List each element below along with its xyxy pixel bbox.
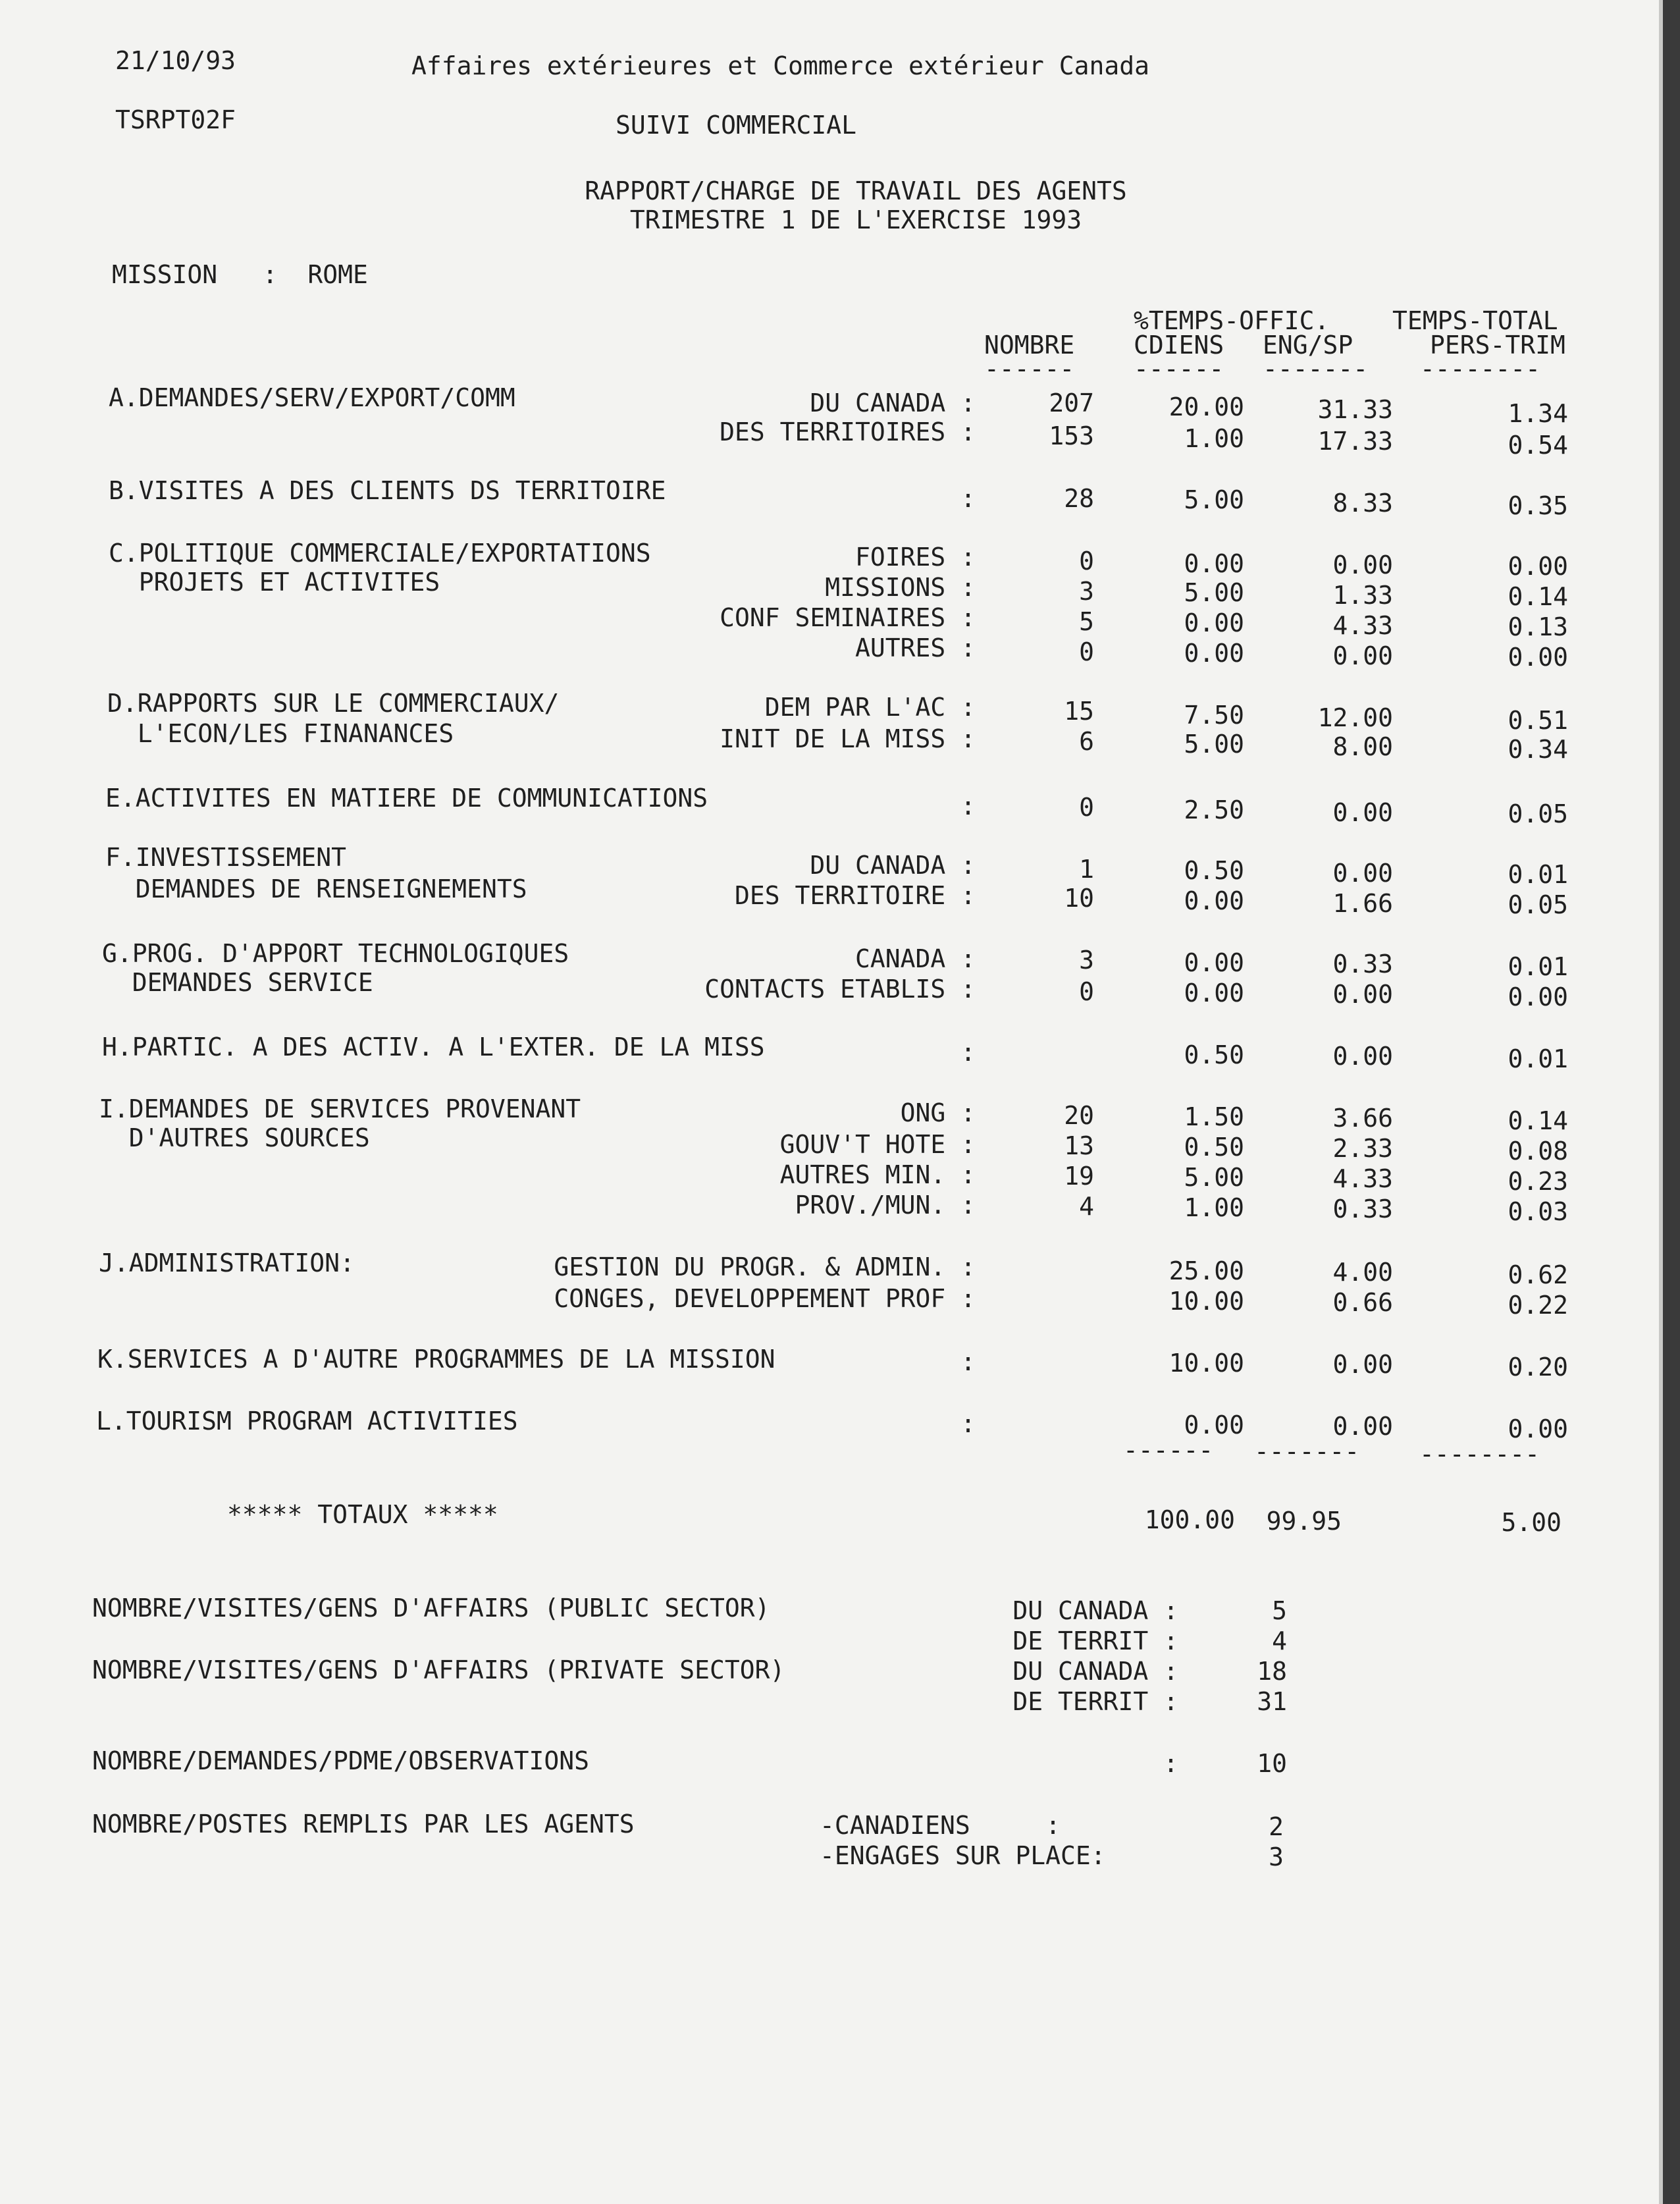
row-nombre: 3 — [1079, 577, 1094, 606]
row-sublabel: CONGES, DEVELOPPEMENT PROF : — [554, 1284, 976, 1313]
row-nombre: 0 — [1079, 547, 1094, 576]
row-cdiens: 1.00 — [1184, 424, 1244, 453]
col-header-nombre: NOMBRE — [984, 331, 1075, 360]
row-engsp: 0.00 — [1332, 859, 1393, 888]
row-pers: 0.08 — [1508, 1137, 1568, 1166]
total-rule-pers: -------- — [1419, 1439, 1540, 1468]
row-cdiens: 5.00 — [1184, 730, 1244, 759]
row-nombre: 0 — [1079, 793, 1094, 822]
row-sublabel: : — [960, 792, 976, 820]
row-nombre: 4 — [1079, 1192, 1094, 1221]
row-sublabel: GESTION DU PROGR. & ADMIN. : — [554, 1252, 976, 1281]
row-cdiens: 7.50 — [1184, 701, 1244, 730]
row-pers: 0.22 — [1508, 1291, 1568, 1320]
row-pers: 0.13 — [1508, 612, 1568, 641]
row-label: H.PARTIC. A DES ACTIV. A L'EXTER. DE LA MISS — [102, 1033, 765, 1062]
row-cdiens: 0.00 — [1184, 886, 1244, 915]
row-cdiens: 0.50 — [1184, 1040, 1244, 1069]
row-nombre: 1 — [1079, 855, 1094, 884]
row-cdiens: 25.00 — [1168, 1256, 1244, 1285]
summary-label: NOMBRE/POSTES REMPLIS PAR LES AGENTS — [92, 1810, 635, 1839]
row-engsp: 0.66 — [1332, 1288, 1393, 1317]
row-cdiens: 0.00 — [1184, 639, 1244, 668]
row-pers: 0.51 — [1508, 706, 1568, 735]
row-pers: 0.01 — [1508, 952, 1568, 981]
row-label: C.POLITIQUE COMMERCIALE/EXPORTATIONS — [109, 539, 651, 568]
row-sublabel: AUTRES MIN. : — [779, 1160, 976, 1189]
totals-label: ***** TOTAUX ***** — [227, 1500, 498, 1529]
summary-value: 10 — [1257, 1749, 1287, 1778]
row-engsp: 0.00 — [1332, 1042, 1393, 1071]
report-title: RAPPORT/CHARGE DE TRAVAIL DES AGENTS — [585, 176, 1127, 205]
row-nombre: 19 — [1064, 1162, 1094, 1191]
row-nombre: 13 — [1064, 1131, 1094, 1160]
total-rule-engsp: ------- — [1254, 1437, 1360, 1466]
row-sublabel: DEM PAR L'AC : — [764, 693, 976, 722]
row-engsp: 8.00 — [1332, 732, 1393, 761]
col-rule-engsp: ------- — [1263, 354, 1369, 383]
row-engsp: 3.66 — [1332, 1104, 1393, 1133]
col-header-total: TEMPS-TOTAL — [1392, 306, 1558, 335]
total-rule-cdiens: ------ — [1123, 1436, 1214, 1465]
row-sublabel: GOUV'T HOTE : — [779, 1130, 976, 1159]
row-pers: 0.23 — [1508, 1167, 1568, 1196]
row-nombre: 207 — [1049, 389, 1094, 417]
row-label: PROJETS ET ACTIVITES — [109, 568, 440, 597]
summary-label: NOMBRE/DEMANDES/PDME/OBSERVATIONS — [92, 1746, 589, 1775]
summary-value: 4 — [1272, 1626, 1287, 1655]
row-sublabel: CONTACTS ETABLIS : — [704, 975, 976, 1004]
row-pers: 0.34 — [1508, 735, 1568, 764]
row-pers: 0.00 — [1508, 982, 1568, 1011]
col-header-engsp: ENG/SP — [1263, 331, 1353, 360]
row-cdiens: 1.00 — [1184, 1193, 1244, 1222]
summary-sublabel: DU CANADA : — [1012, 1596, 1178, 1625]
col-rule-pers: -------- — [1420, 354, 1541, 383]
row-engsp: 12.00 — [1317, 703, 1393, 732]
row-engsp: 0.33 — [1332, 1195, 1393, 1223]
summary-value: 31 — [1257, 1687, 1287, 1716]
row-cdiens: 0.00 — [1184, 979, 1244, 1008]
col-header-cdiens: CDIENS — [1134, 331, 1224, 360]
row-engsp: 1.33 — [1332, 581, 1393, 610]
row-sublabel: MISSIONS : — [825, 573, 976, 602]
row-pers: 0.00 — [1508, 643, 1568, 672]
summary-label: NOMBRE/VISITES/GENS D'AFFAIRS (PUBLIC SECTOR) — [92, 1594, 770, 1623]
row-pers: 0.35 — [1508, 491, 1568, 520]
row-pers: 0.00 — [1508, 1414, 1568, 1443]
department-name: Affaires extérieures et Commerce extérieur Canada — [411, 51, 1150, 80]
row-pers: 0.54 — [1508, 431, 1568, 460]
summary-sublabel: DU CANADA : — [1012, 1657, 1178, 1686]
row-label: DEMANDES DE RENSEIGNEMENTS — [105, 874, 527, 903]
row-nombre: 0 — [1079, 637, 1094, 666]
row-label: L.TOURISM PROGRAM ACTIVITIES — [96, 1407, 518, 1436]
summary-sublabel: -ENGAGES SUR PLACE: — [820, 1841, 1106, 1870]
row-engsp: 0.00 — [1332, 980, 1393, 1009]
row-engsp: 1.66 — [1332, 889, 1393, 918]
col-header-pct: %TEMPS-OFFIC. — [1134, 306, 1330, 335]
row-engsp: 4.00 — [1332, 1258, 1393, 1287]
row-sublabel: : — [960, 1038, 976, 1067]
row-label: I.DEMANDES DE SERVICES PROVENANT — [99, 1094, 581, 1123]
row-sublabel: : — [960, 1409, 976, 1438]
row-pers: 0.01 — [1508, 1044, 1568, 1073]
summary-value: 18 — [1257, 1657, 1287, 1686]
row-label: D'AUTRES SOURCES — [99, 1123, 370, 1152]
row-nombre: 28 — [1064, 484, 1094, 513]
row-label: A.DEMANDES/SERV/EXPORT/COMM — [109, 383, 515, 412]
row-engsp: 0.00 — [1332, 1350, 1393, 1379]
row-engsp: 8.33 — [1332, 489, 1393, 518]
row-engsp: 4.33 — [1332, 611, 1393, 640]
row-pers: 0.14 — [1508, 582, 1568, 611]
row-cdiens: 0.00 — [1184, 549, 1244, 578]
row-sublabel: AUTRES : — [854, 633, 976, 662]
row-cdiens: 20.00 — [1168, 392, 1244, 421]
row-nombre: 0 — [1079, 977, 1094, 1006]
summary-sublabel: DE TERRIT : — [1012, 1626, 1178, 1655]
summary-label: NOMBRE/VISITES/GENS D'AFFAIRS (PRIVATE SECTOR) — [92, 1655, 785, 1684]
row-label: B.VISITES A DES CLIENTS DS TERRITOIRE — [109, 476, 666, 505]
row-sublabel: CONF SEMINAIRES : — [720, 603, 976, 632]
row-engsp: 17.33 — [1317, 427, 1393, 456]
summary-value: 5 — [1272, 1596, 1287, 1625]
row-label: F.INVESTISSEMENT — [105, 843, 347, 872]
row-sublabel: DU CANADA : — [810, 851, 976, 880]
row-label: D.RAPPORTS SUR LE COMMERCIAUX/ — [107, 689, 560, 718]
row-cdiens: 0.00 — [1184, 1411, 1244, 1439]
row-nombre: 6 — [1079, 727, 1094, 756]
row-cdiens: 0.50 — [1184, 856, 1244, 885]
row-pers: 0.01 — [1508, 860, 1568, 889]
summary-sublabel: DE TERRIT : — [1012, 1687, 1178, 1716]
row-sublabel: FOIRES : — [854, 543, 976, 572]
row-pers: 0.20 — [1508, 1353, 1568, 1382]
mission-label: MISSION : ROME — [112, 260, 368, 289]
row-label: E.ACTIVITES EN MATIERE DE COMMUNICATIONS — [105, 784, 708, 813]
row-cdiens: 5.00 — [1184, 578, 1244, 607]
row-cdiens: 0.00 — [1184, 948, 1244, 977]
row-pers: 0.05 — [1508, 799, 1568, 828]
row-sublabel: : — [960, 1347, 976, 1376]
row-label: DEMANDES SERVICE — [102, 968, 373, 997]
row-cdiens: 10.00 — [1168, 1287, 1244, 1316]
row-pers: 0.00 — [1508, 552, 1568, 581]
report-date: 21/10/93 — [115, 46, 236, 75]
row-sublabel: ONG : — [900, 1098, 976, 1127]
row-pers: 0.03 — [1508, 1197, 1568, 1226]
system-name: SUIVI COMMERCIAL — [616, 111, 857, 140]
row-engsp: 0.33 — [1332, 950, 1393, 979]
row-cdiens: 2.50 — [1184, 795, 1244, 824]
row-nombre: 20 — [1064, 1101, 1094, 1130]
row-label: J.ADMINISTRATION: — [99, 1249, 355, 1277]
row-engsp: 0.00 — [1332, 641, 1393, 670]
row-sublabel: DES TERRITOIRES : — [720, 417, 976, 446]
row-cdiens: 10.00 — [1168, 1349, 1244, 1378]
row-cdiens: 0.50 — [1184, 1133, 1244, 1162]
row-engsp: 2.33 — [1332, 1134, 1393, 1163]
report-period: TRIMESTRE 1 DE L'EXERCISE 1993 — [629, 205, 1082, 234]
row-engsp: 0.00 — [1332, 551, 1393, 579]
row-cdiens: 0.00 — [1184, 608, 1244, 637]
row-sublabel: PROV./MUN. : — [795, 1191, 976, 1220]
summary-sublabel: -CANADIENS : — [820, 1811, 1061, 1840]
summary-sublabel: : — [1163, 1749, 1178, 1778]
row-engsp: 0.00 — [1332, 1412, 1393, 1441]
row-cdiens: 5.00 — [1184, 1163, 1244, 1192]
total-pers: 5.00 — [1501, 1508, 1562, 1537]
total-engsp: 99.95 — [1266, 1507, 1342, 1536]
row-pers: 0.05 — [1508, 890, 1568, 919]
row-sublabel: DES TERRITOIRE : — [734, 881, 976, 910]
row-sublabel: CANADA : — [854, 944, 976, 973]
row-label: L'ECON/LES FINANANCES — [107, 719, 454, 748]
row-sublabel: INIT DE LA MISS : — [720, 724, 976, 753]
summary-value: 2 — [1269, 1812, 1284, 1841]
row-engsp: 31.33 — [1317, 395, 1393, 424]
col-header-pers: PERS-TRIM — [1430, 331, 1565, 360]
row-nombre: 5 — [1079, 607, 1094, 636]
row-sublabel: DU CANADA : — [810, 389, 976, 417]
row-pers: 1.34 — [1508, 399, 1568, 428]
row-nombre: 15 — [1064, 697, 1094, 726]
col-rule-nombre: ------ — [984, 354, 1075, 383]
row-label: K.SERVICES A D'AUTRE PROGRAMMES DE LA MISSION — [97, 1345, 775, 1374]
total-cdiens: 100.00 — [1144, 1505, 1235, 1534]
row-nombre: 10 — [1064, 884, 1094, 913]
col-rule-cdiens: ------ — [1134, 354, 1224, 383]
row-sublabel: : — [960, 484, 976, 513]
row-nombre: 3 — [1079, 946, 1094, 975]
row-cdiens: 1.50 — [1184, 1102, 1244, 1131]
summary-value: 3 — [1269, 1842, 1284, 1871]
page-edge-shadow — [1663, 0, 1680, 2204]
row-pers: 0.62 — [1508, 1260, 1568, 1289]
report-code: TSRPT02F — [115, 105, 236, 134]
row-nombre: 153 — [1049, 421, 1094, 450]
row-engsp: 4.33 — [1332, 1164, 1393, 1193]
row-engsp: 0.00 — [1332, 798, 1393, 827]
row-cdiens: 5.00 — [1184, 485, 1244, 514]
row-pers: 0.14 — [1508, 1106, 1568, 1135]
row-label: G.PROG. D'APPORT TECHNOLOGIQUES — [102, 939, 569, 968]
